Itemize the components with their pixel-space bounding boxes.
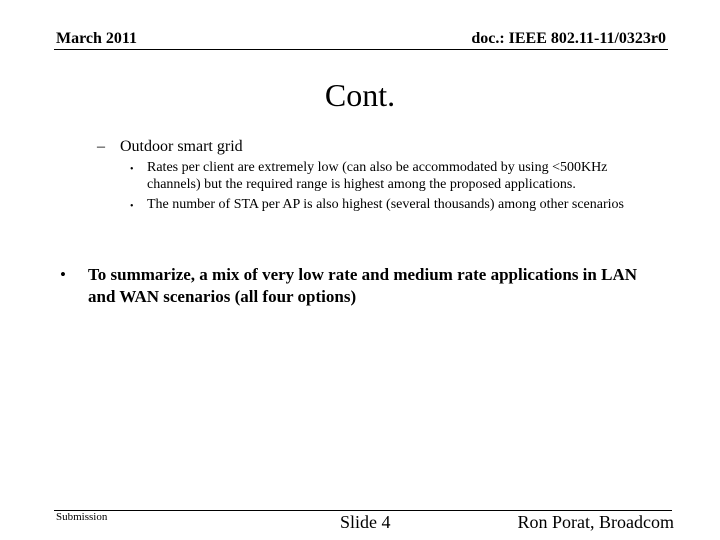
header-date: March 2011 (56, 30, 138, 47)
header-rule (54, 49, 668, 50)
bullet-text: Rates per client are extremely low (can also be accommodated by using <500KHz channels) but the required range is highest among the proposed applications. (147, 160, 608, 192)
bullet-text: The number of STA per AP is also highest (several thousands) among other scenarios (147, 197, 624, 212)
sub-item-text: Outdoor smart grid (120, 138, 243, 155)
footer-rule (54, 510, 672, 511)
slide-title: Cont. (324, 77, 396, 113)
header-doc-id: doc.: IEEE 802.11-11/0323r0 (471, 30, 666, 47)
footer-submission: Submission (56, 511, 108, 523)
bullet-marker: • (130, 201, 134, 212)
footer-author: Ron Porat, Broadcom (517, 512, 674, 532)
main-bullet-text: To summarize, a mix of very low rate and medium rate applications in LAN and WAN scenarios (all four options) (88, 265, 638, 306)
footer-slide-number: Slide 4 (340, 512, 391, 532)
bullet-marker: • (130, 164, 134, 175)
sub-item-marker: – (97, 138, 105, 155)
main-bullet-marker: • (60, 265, 66, 284)
